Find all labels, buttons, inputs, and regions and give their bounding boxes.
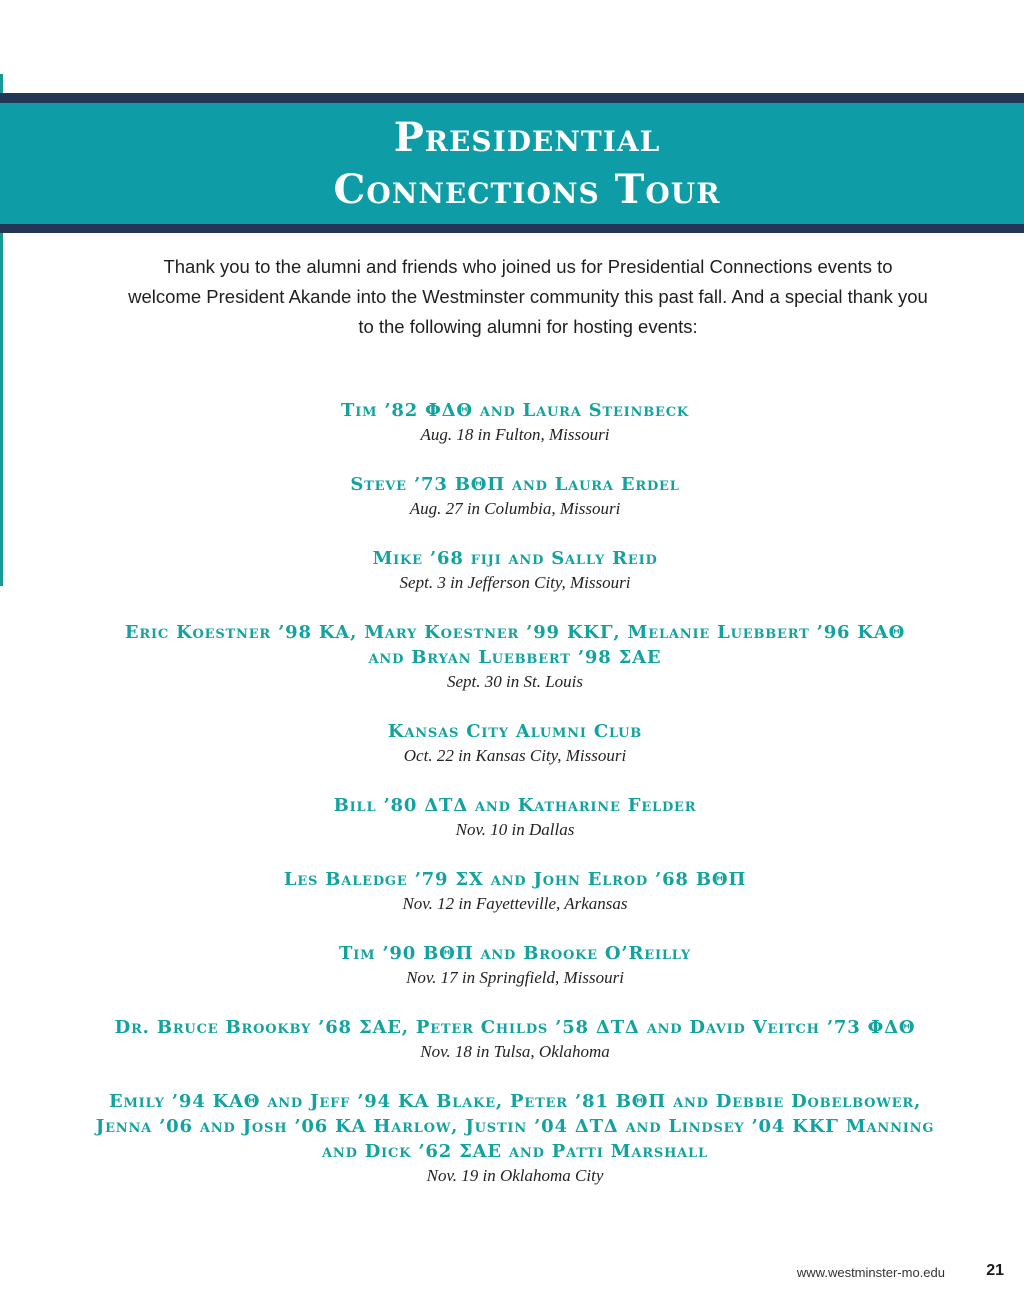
- event-date-location: Aug. 27 in Columbia, Missouri: [409, 499, 621, 518]
- host-name-line: Eric Koestner ’98 ΚΑ, Mary Koestner ’99 ΚΚΓ, Melanie Luebbert ’96 ΚΑΘ: [124, 622, 906, 643]
- host-name-line: and Dick ’62 ΣΑΕ and Patti Marshall: [322, 1141, 708, 1162]
- host-names: [40, 867, 990, 892]
- event-date-location: Nov. 17 in Springfield, Missouri: [406, 968, 624, 987]
- host-name-line: Bill ’80 ΔΤΔ and Katharine Felder: [333, 795, 697, 816]
- event-date-location: Nov. 19 in Oklahoma City: [426, 1166, 604, 1185]
- page-title: [304, 112, 721, 216]
- host-names: [40, 1089, 990, 1164]
- host-name-line: Tim ’90 ΒΘΠ and Brooke O’Reilly: [339, 943, 691, 964]
- host-entry: [40, 398, 990, 447]
- event-date-location: Nov. 18 in Tulsa, Oklahoma: [420, 1042, 610, 1061]
- title-banner: [0, 103, 1024, 224]
- host-entry: [40, 472, 990, 521]
- banner-bottom-stripe: [0, 224, 1024, 233]
- host-list: [40, 398, 990, 1213]
- page-number: 21: [986, 1262, 1004, 1279]
- intro-line-1: Thank you to the alumni and friends who joined us for Presidential Connections events to: [163, 256, 893, 277]
- host-name-line: Jenna ’06 and Josh ’06 ΚΑ Harlow, Justin ’04 ΔΤΔ and Lindsey ’04 ΚΚΓ Manning: [95, 1116, 935, 1137]
- host-entry: [40, 719, 990, 768]
- event-date-location: Nov. 10 in Dallas: [455, 820, 575, 839]
- event-date-location: Nov. 12 in Fayetteville, Arkansas: [402, 894, 628, 913]
- host-names: [40, 941, 990, 966]
- event-date-location: Oct. 22 in Kansas City, Missouri: [403, 746, 627, 765]
- page-title-line-1: Presidential: [393, 113, 661, 161]
- host-names: [40, 719, 990, 744]
- intro-paragraph: [60, 252, 996, 342]
- host-names: [40, 620, 990, 670]
- host-entry: [40, 620, 990, 694]
- host-entry: [40, 546, 990, 595]
- host-names: [40, 398, 990, 423]
- host-names: [40, 1015, 990, 1040]
- host-name-line: and Bryan Luebbert ’98 ΣΑΕ: [368, 647, 662, 668]
- host-name-line: Mike ’68 fiji and Sally Reid: [372, 548, 658, 569]
- host-entry: [40, 941, 990, 990]
- host-name-line: Les Baledge ’79 ΣΧ and John Elrod ’68 ΒΘΠ: [283, 869, 747, 890]
- host-names: [40, 472, 990, 497]
- host-names: [40, 546, 990, 571]
- host-name-line: Kansas City Alumni Club: [387, 721, 643, 742]
- event-date-location: Sept. 3 in Jefferson City, Missouri: [399, 573, 631, 592]
- host-name-line: Dr. Bruce Brookby ’68 ΣΑΕ, Peter Childs ’58 ΔΤΔ and David Veitch ’73 ΦΔΘ: [114, 1017, 916, 1038]
- host-entry: [40, 867, 990, 916]
- intro-line-3: to the following alumni for hosting events:: [358, 316, 698, 337]
- intro-line-2: welcome President Akande into the Westminster community this past fall. And a special thank you: [128, 286, 928, 307]
- host-entry: [40, 1089, 990, 1188]
- host-names: [40, 793, 990, 818]
- banner-top-stripe: [0, 93, 1024, 103]
- page-title-line-2: Connections Tour: [333, 165, 721, 213]
- host-entry: [40, 1015, 990, 1064]
- host-entry: [40, 793, 990, 842]
- website-url: www.westminster-mo.edu: [796, 1265, 945, 1280]
- host-name-line: Tim ’82 ΦΔΘ and Laura Steinbeck: [341, 400, 689, 421]
- host-name-line: Emily ’94 ΚΑΘ and Jeff ’94 ΚΑ Blake, Peter ’81 ΒΘΠ and Debbie Dobelbower,: [108, 1091, 922, 1112]
- event-date-location: Sept. 30 in St. Louis: [446, 672, 583, 691]
- event-date-location: Aug. 18 in Fulton, Missouri: [420, 425, 610, 444]
- host-name-line: Steve ’73 ΒΘΠ and Laura Erdel: [350, 474, 680, 495]
